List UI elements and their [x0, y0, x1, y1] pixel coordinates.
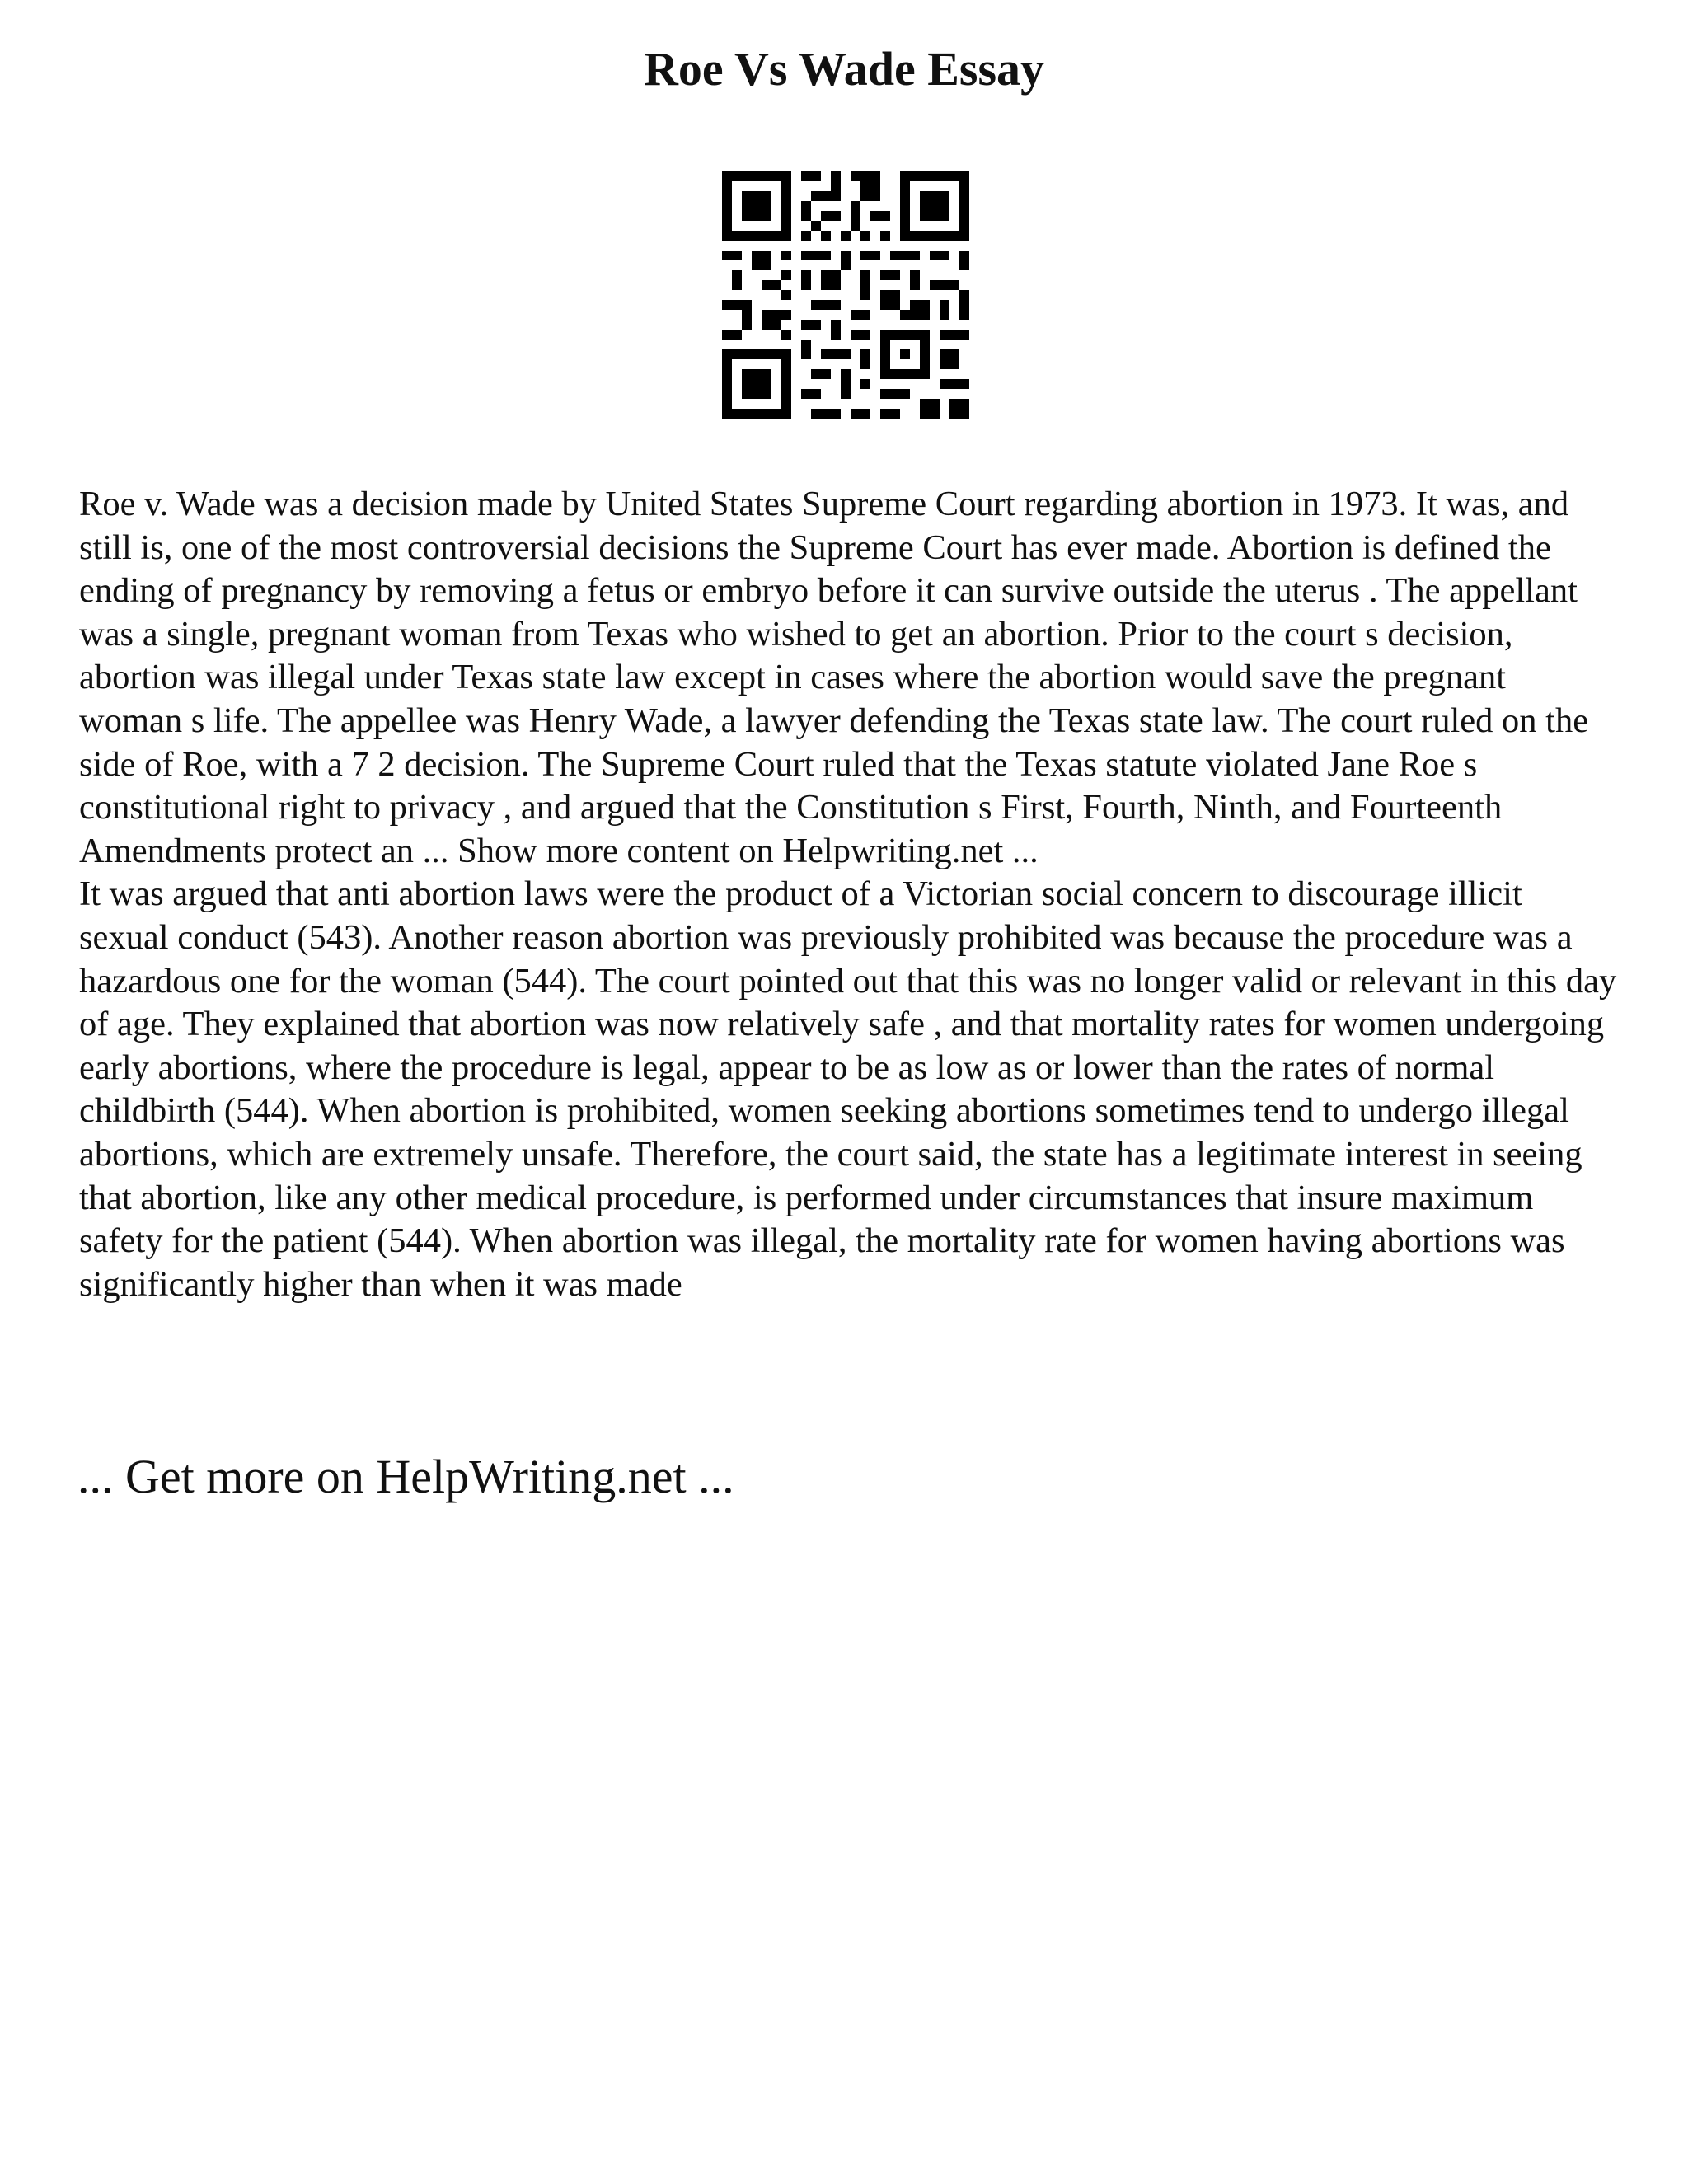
- essay-paragraph-2: It was argued that anti abortion laws were the product of a Victorian social concern to discourage illicit sexual conduct (543). Another reason abortion was previously prohibited was because the procedure was a hazardous one for the woman (544). The court pointed out that this was no longer valid or relevant in this day of age. They explained that abortion was now relatively safe , and that mortality rates for women undergoing early abortions, where the procedure is legal, appear to be as low as or lower than the rates of normal childbirth (544). When abortion is prohibited, women seeking abortions sometimes tend to undergo illegal abortions, which are extremely unsafe. Therefore, the court said, the state has a legitimate interest in seeing that abortion, like any other medical procedure, is performed under circumstances that insure maximum safety for the patient (544). When abortion was illegal, the mortality rate for women having abortions was significantly higher than when it was made: [79, 874, 1617, 1304]
- page-title: Roe Vs Wade Essay: [643, 42, 1045, 96]
- essay-paragraph-1: Roe v. Wade was a decision made by United States Supreme Court regarding abortion in 1973. It was, and still is, one of the most controversial decisions the Supreme Court has ever made. Abortion is defined the ending of pregnancy by removing a fetus or embryo before it can survive outside the uterus . The appellant was a single, pregnant woman from Texas who wished to get an abortion. Prior to the court s decision, abortion was illegal under Texas state law except in cases where the abortion would save the pregnant woman s life. The appellee was Henry Wade, a lawyer defending the Texas state law. The court ruled on the side of Roe, with a 7 2 decision. The Supreme Court ruled that the Texas statute violated Jane Roe s constitutional right to privacy , and argued that the Constitution s First, Fourth, Ninth, and Fourteenth Amendments protect an ... Show more content on Helpwriting.net ...: [79, 485, 1589, 870]
- get-more-link[interactable]: ... Get more on HelpWriting.net ...: [77, 1450, 734, 1503]
- qr-code-icon[interactable]: [722, 171, 969, 419]
- essay-body: [79, 483, 1617, 1306]
